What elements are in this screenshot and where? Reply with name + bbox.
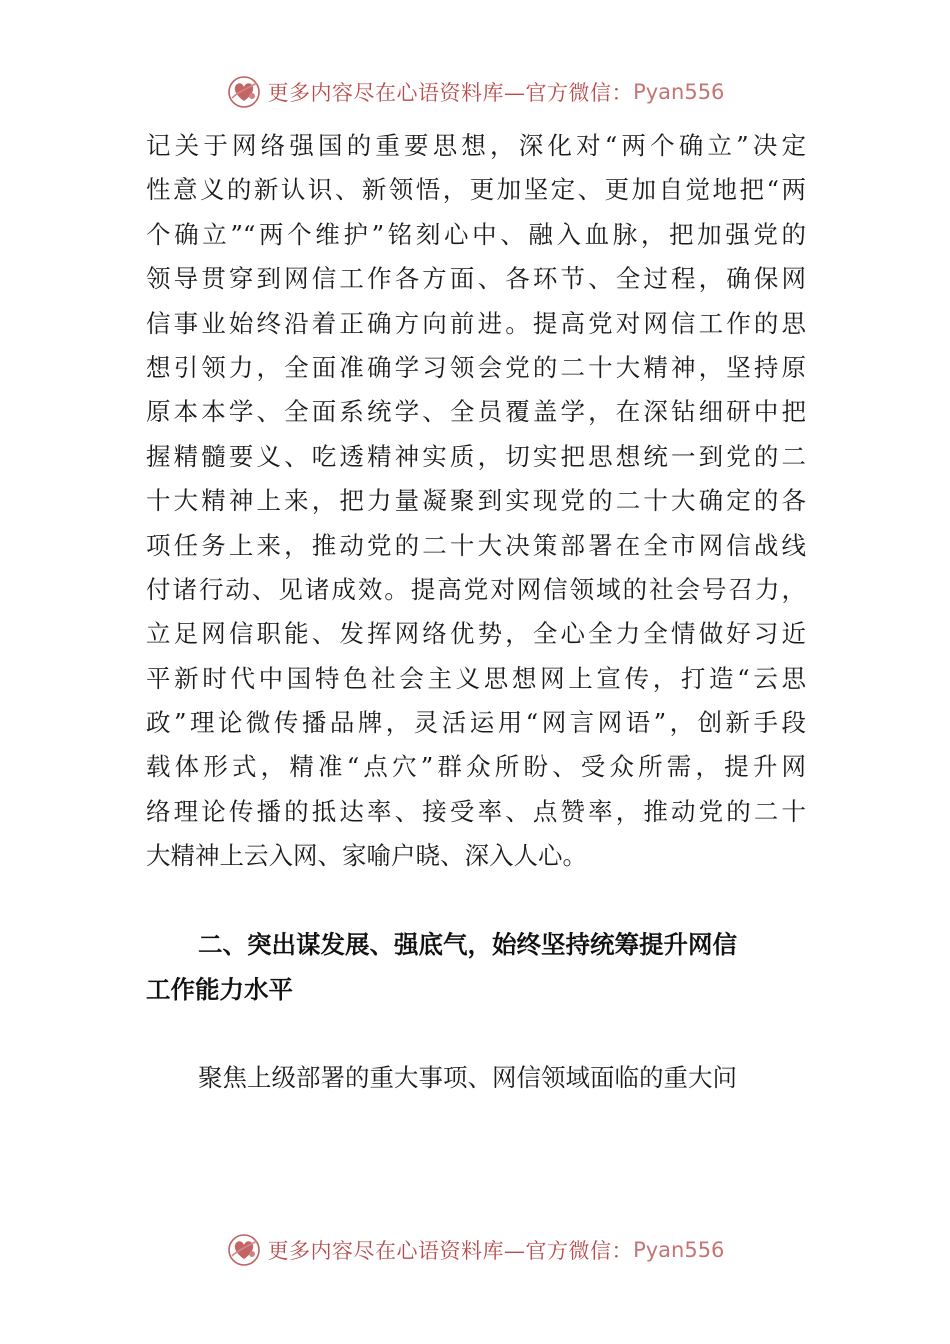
- text-line: 载体形式，精准“点穴”群众所盼、受众所需，提升网: [146, 752, 806, 782]
- banner-text: 更多内容尽在心语资料库—官方微信：: [267, 81, 634, 105]
- banner-wechat-id: Pyan556: [633, 80, 725, 104]
- text-line: 络理论传播的抵达率、接受率、点赞率，推动党的二十: [146, 796, 806, 826]
- footer-banner: [0, 1228, 950, 1272]
- section-heading: [146, 922, 806, 1012]
- text-line: 领导贯穿到网信工作各方面、各环节、全过程，确保网: [146, 264, 806, 294]
- banner-wechat-id: Pyan556: [633, 1238, 725, 1262]
- text-line: 项任务上来，推动党的二十大决策部署在全市网信战线: [146, 530, 806, 560]
- text-line: 付诸行动、见诸成效。提高党对网信领域的社会号召力，: [146, 574, 806, 604]
- text-line: 记关于网络强国的重要思想，深化对“两个确立”决定: [146, 131, 806, 160]
- text-line: 立足网信职能、发挥网络优势，全心全力全情做好习近: [146, 619, 806, 649]
- heading-line: 二、突出谋发展、强底气，始终坚持统筹提升网信: [198, 930, 737, 959]
- header-banner: [0, 70, 950, 114]
- text-line: 政”理论微传播品牌，灵活运用“网言网语”，创新手段: [146, 708, 806, 738]
- text-line: 想引领力，全面准确学习领会党的二十大精神，坚持原: [146, 352, 806, 382]
- body-paragraph: [146, 124, 806, 879]
- heading-line: 工作能力水平: [146, 975, 293, 1004]
- text-line: 个确立”“两个维护”铭刻心中、融入血脉，把加强党的: [146, 219, 806, 249]
- heart-logo-icon: [226, 74, 262, 110]
- text-line: 大精神上云入网、家喻户晓、深入人心。: [146, 841, 587, 871]
- second-paragraph: [146, 1056, 806, 1100]
- banner-text: 更多内容尽在心语资料库—官方微信：: [267, 1239, 634, 1263]
- text-line: 信事业始终沿着正确方向前进。提高党对网信工作的思: [146, 308, 806, 338]
- text-line: 原本本学、全面系统学、全员覆盖学，在深钻细研中把: [146, 397, 806, 427]
- heart-logo-icon: [226, 1232, 262, 1268]
- text-line: 平新时代中国特色社会主义思想网上宣传，打造“云思: [146, 663, 806, 693]
- text-line: 握精髓要义、吃透精神实质，切实把思想统一到党的二: [146, 441, 806, 471]
- text-line: 十大精神上来，把力量凝聚到实现党的二十大确定的各: [146, 486, 806, 516]
- text-line: 聚焦上级部署的重大事项、网信领域面临的重大问: [198, 1063, 737, 1092]
- text-line: 性意义的新认识、新领悟，更加坚定、更加自觉地把“两: [146, 175, 806, 205]
